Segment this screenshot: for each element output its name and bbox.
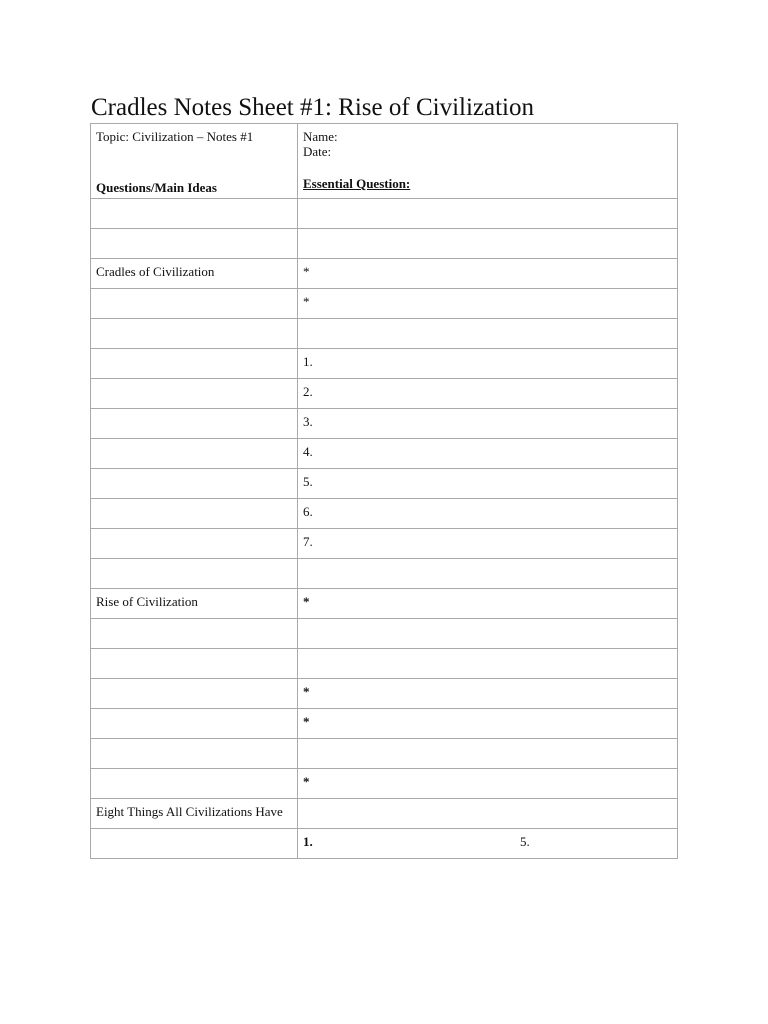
main-idea-cell [91,349,298,379]
main-idea-cell: Cradles of Civilization [91,259,298,289]
notes-cell [298,799,678,829]
main-idea-cell [91,469,298,499]
info-cell [298,124,678,199]
main-idea-cell [91,829,298,859]
table-row [91,619,678,649]
table-row [91,319,678,349]
main-idea-cell [91,649,298,679]
table-row [91,289,678,319]
notes-cell [298,829,678,859]
notes-cell: * [298,589,678,619]
table-row [91,439,678,469]
table-row [91,679,678,709]
main-idea-cell [91,499,298,529]
table-row [91,709,678,739]
notes-cell [298,319,678,349]
notes-cell: * [298,769,678,799]
notes-cell [298,199,678,229]
date-label: Date: [303,144,332,159]
table-row [91,529,678,559]
main-idea-cell [91,769,298,799]
list-number: 1. [303,834,313,849]
notes-cell: * [298,259,678,289]
notes-cell: * [298,289,678,319]
main-idea-cell [91,409,298,439]
list-number: 5. [520,834,530,849]
notes-cell: 4. [298,439,678,469]
table-row [91,769,678,799]
table-row [91,499,678,529]
notes-cell [298,229,678,259]
cornell-notes-table [90,123,678,859]
main-idea-cell [91,619,298,649]
main-idea-cell [91,439,298,469]
notes-cell: * [298,679,678,709]
main-idea-cell [91,379,298,409]
notes-cell: 1. [298,349,678,379]
table-row [91,739,678,769]
notes-cell [298,559,678,589]
notes-cell: 5. [298,469,678,499]
essential-question-label: Essential Question: [303,176,411,191]
table-row [91,589,678,619]
table-header-row [91,124,678,199]
main-idea-cell [91,559,298,589]
main-idea-cell: Rise of Civilization [91,589,298,619]
page-title: Cradles Notes Sheet #1: Rise of Civilization [91,94,534,121]
notes-cell: 3. [298,409,678,439]
table-row [91,229,678,259]
main-idea-cell: Eight Things All Civilizations Have [91,799,298,829]
table-row [91,469,678,499]
name-label: Name: [303,129,338,144]
table-row [91,259,678,289]
main-idea-cell [91,319,298,349]
table-row [91,799,678,829]
notes-cell [298,619,678,649]
table-row [91,559,678,589]
notes-cell: 7. [298,529,678,559]
main-idea-cell [91,679,298,709]
table-row [91,649,678,679]
notes-cell [298,649,678,679]
table-row [91,199,678,229]
main-idea-cell [91,529,298,559]
table-row [91,829,678,859]
table-row [91,379,678,409]
notes-cell: 2. [298,379,678,409]
main-idea-cell [91,739,298,769]
main-idea-cell [91,229,298,259]
notes-cell: * [298,709,678,739]
main-ideas-label: Questions/Main Ideas [96,180,217,195]
main-idea-cell [91,199,298,229]
notes-cell [298,739,678,769]
main-idea-cell [91,709,298,739]
table-row [91,349,678,379]
topic-label: Topic: Civilization – Notes #1 [96,129,254,144]
notes-cell: 6. [298,499,678,529]
topic-cell [91,124,298,199]
main-idea-cell [91,289,298,319]
table-row [91,409,678,439]
